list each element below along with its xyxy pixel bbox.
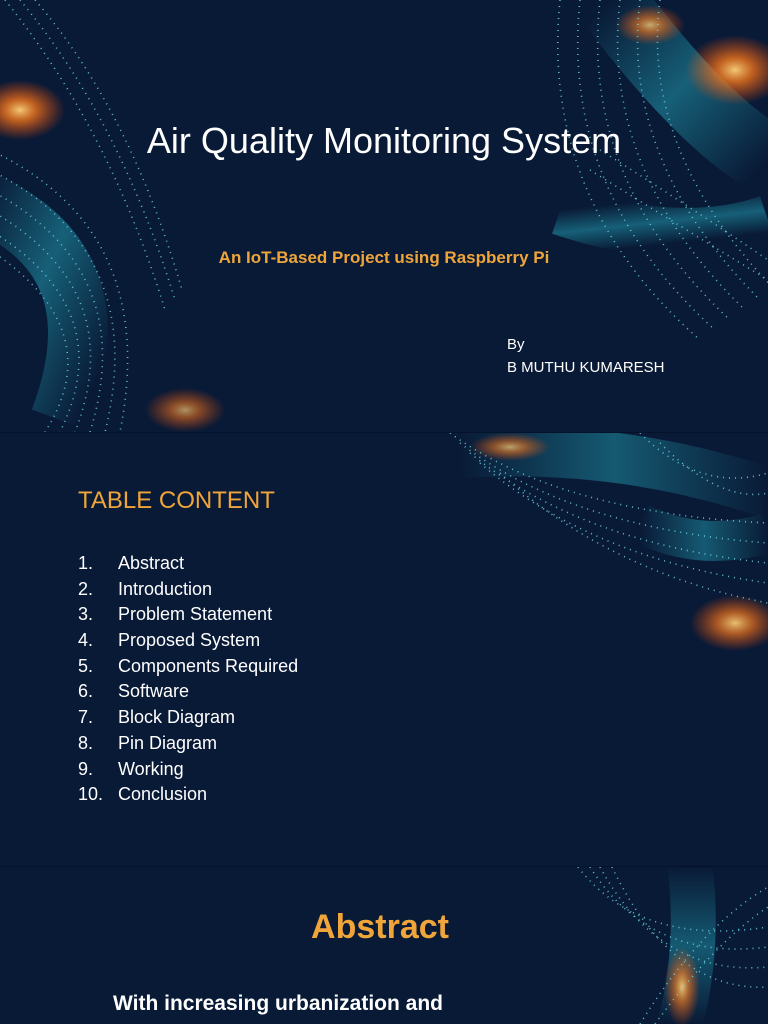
presentation-subtitle: An IoT-Based Project using Raspberry Pi (218, 248, 550, 267)
toc-item: 7. Block Diagram (78, 707, 236, 728)
abstract-text: With increasing urbanization and (112, 992, 443, 1015)
toc-item: 4. Proposed System (78, 630, 261, 651)
abstract-heading: Abstract (311, 908, 449, 946)
toc-item: 10. Conclusion (78, 784, 208, 805)
toc-heading: TABLE CONTENT (78, 487, 275, 514)
toc-item: 6. Software (78, 681, 190, 702)
toc-item: 1. Abstract (78, 553, 185, 573)
table-of-contents-slide (0, 433, 768, 866)
by-label: By (507, 336, 525, 353)
toc-item: 8. Pin Diagram (78, 732, 218, 753)
toc-list (78, 551, 298, 808)
toc-item: 5. Components Required (78, 655, 299, 676)
presentation-title: Air Quality Monitoring System (146, 120, 622, 161)
title-slide (0, 0, 768, 432)
toc-item: 9. Working (78, 758, 184, 779)
toc-item: 3. Problem Statement (78, 604, 273, 625)
author-name: B MUTHU KUMARESH (507, 359, 665, 376)
toc-item: 2. Introduction (78, 578, 213, 599)
author-block (507, 333, 665, 379)
